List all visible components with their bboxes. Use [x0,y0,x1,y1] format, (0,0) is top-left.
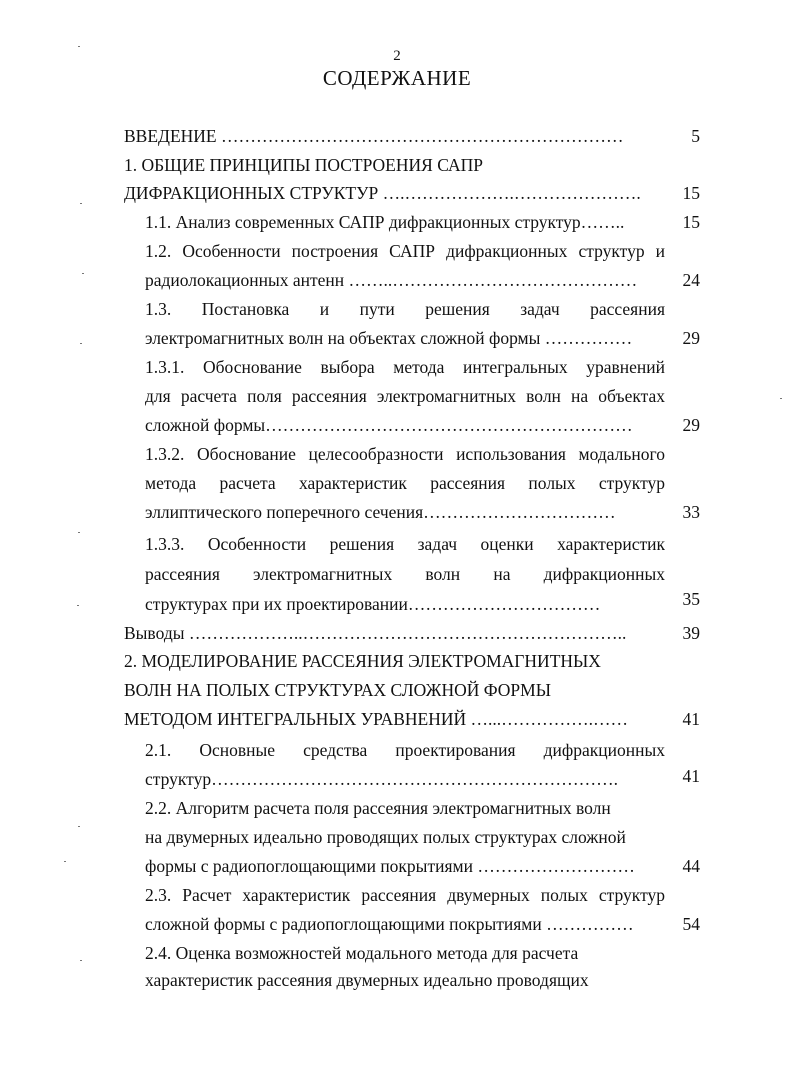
page-number: 2 [393,48,401,64]
toc-entry-text: метода расчета характеристик рассеяния полых структур [145,473,665,493]
toc-entry-text: ВВЕДЕНИЕ …………………………………………………………… [124,126,624,146]
toc-entry-text: формы с радиопоглощающими покрытиями ……………………… [145,856,635,876]
toc-entry-text: 1.2. Особенности построения САПР дифракционных структур и [145,241,665,261]
toc-entry-text: характеристик рассеяния двумерных идеально проводящих [145,970,589,990]
toc-entry-text: сложной формы с радиопоглощающими покрытиями …………… [145,914,634,934]
toc-entry-text: 1.3.1. Обоснование выбора метода интегральных уравнений [145,357,665,377]
toc-entry-text: для расчета поля рассеяния электромагнитных волн на объектах [145,386,665,406]
toc-entry-text: рассеяния электромагнитных волн на дифракционных [145,564,665,584]
toc-entry-text: сложной формы……………………………………………………… [145,415,633,435]
toc-page-number: 29 [682,328,700,348]
toc-entry-text: структур……………………………………………………………. [145,769,618,789]
toc-page-number: 44 [682,856,700,876]
toc-page-number: 15 [682,212,700,232]
toc-page-number: 35 [682,589,700,609]
toc-page-number: 41 [682,709,700,729]
toc-entry-text: ВОЛН НА ПОЛЫХ СТРУКТУРАХ СЛОЖНОЙ ФОРМЫ [124,680,551,700]
page-title: СОДЕРЖАНИЕ [322,66,472,90]
toc-entry-text: структурах при их проектировании…………………………… [145,594,601,614]
toc-entry-text: 2.3. Расчет характеристик рассеяния двумерных полых структур [145,885,665,905]
toc-entry-text: ДИФРАКЦИОННЫХ СТРУКТУР ….……………….…………………. [124,183,641,203]
toc-entry-text: 2.2. Алгоритм расчета поля рассеяния электромагнитных волн [145,798,611,818]
toc-page-number: 5 [691,126,700,146]
toc-entry-text: 2.4. Оценка возможностей модального метода для расчета [145,943,579,963]
toc-page-number: 39 [682,623,700,643]
toc-entry-text: на двумерных идеально проводящих полых структурах сложной [145,827,626,847]
toc-entry-text: 1.3.2. Обоснование целесообразности использования модального [145,444,665,464]
toc-entry-text: 1.3.3. Особенности решения задач оценки характеристик [145,534,665,554]
toc-entry-text: 1.3. Постановка и пути решения задач рассеяния [145,299,665,319]
toc-page-number: 29 [682,415,700,435]
toc-page-number: 15 [682,183,700,203]
toc-page-number: 33 [682,502,700,522]
toc-entry-text: эллиптического поперечного сечения…………………………… [145,502,616,522]
toc-page-number: 54 [682,914,700,934]
toc-entry-text: 2. МОДЕЛИРОВАНИЕ РАССЕЯНИЯ ЭЛЕКТРОМАГНИТНЫХ [124,651,601,671]
toc-entry-text: МЕТОДОМ ИНТЕГРАЛЬНЫХ УРАВНЕНИЙ …...…………….…… [124,709,629,729]
toc-page-number: 24 [682,270,700,290]
toc-entry-text: 2.1. Основные средства проектирования дифракционных [145,740,665,760]
toc-entry-text: электромагнитных волн на объектах сложной формы …………… [145,328,633,348]
toc-entry-text: радиолокационных антенн ……..…………………………………… [145,270,638,290]
toc-page-number: 41 [682,766,700,786]
toc-entry-text: Выводы ………………..……………………………………………….. [124,623,627,643]
toc-entry-text: 1.1. Анализ современных САПР дифракционных структур…….. [145,212,625,232]
toc-entry-text: 1. ОБЩИЕ ПРИНЦИПЫ ПОСТРОЕНИЯ САПР [124,155,483,175]
